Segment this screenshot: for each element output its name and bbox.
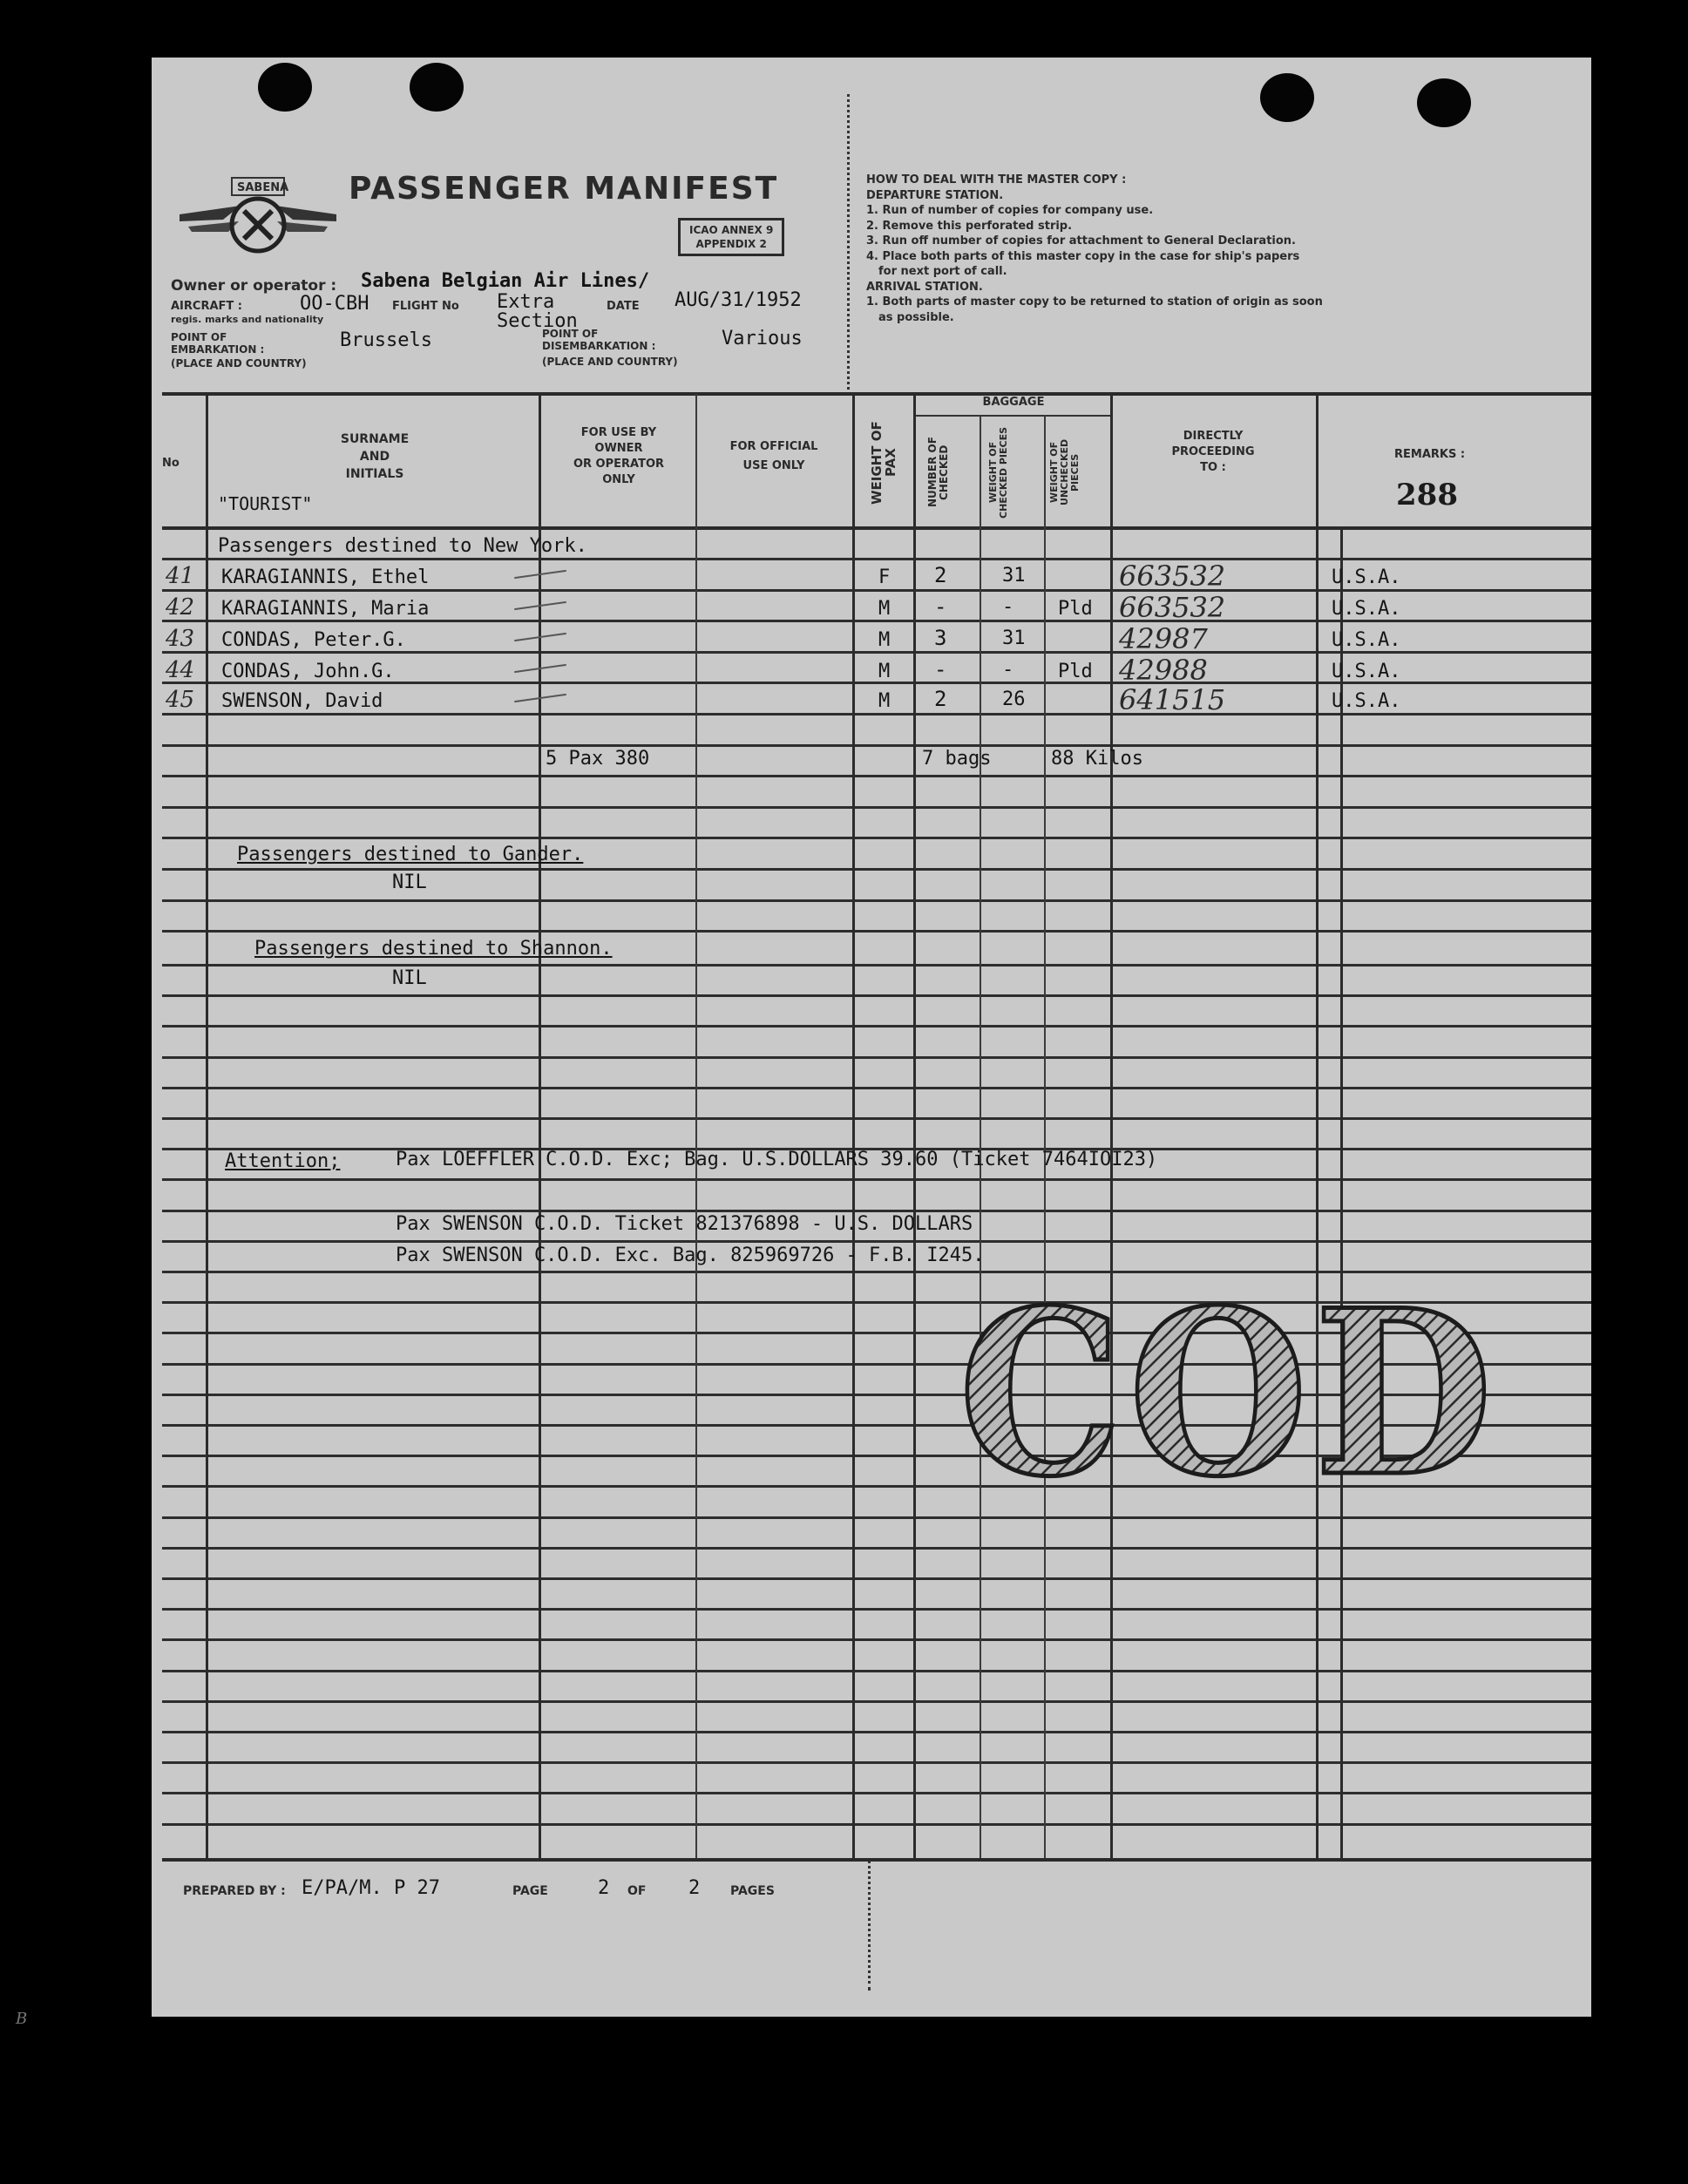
ruled-line — [162, 1731, 1591, 1733]
total-bags: 7 bags — [922, 748, 992, 770]
ruled-line — [162, 1670, 1591, 1672]
owner-value: Sabena Belgian Air Lines/ — [361, 270, 650, 292]
class-label: "TOURIST" — [218, 493, 313, 514]
bag-count: 2 — [934, 687, 947, 711]
ruled-line — [162, 1056, 1591, 1059]
passenger-sex: M — [878, 629, 891, 651]
perforation-line — [847, 94, 850, 395]
bag-unchecked: Pld — [1058, 598, 1093, 620]
instruction-line: as possible. — [878, 310, 954, 324]
corner-mark: B — [16, 2010, 28, 2028]
bag-weight: - — [1002, 659, 1014, 681]
ticket-number: 663532 — [1119, 560, 1226, 593]
flight-value: Extra Section — [497, 291, 578, 332]
instruction-line: 2. Remove this perforated strip. — [866, 219, 1073, 233]
punch-hole — [258, 63, 312, 112]
column-divider — [913, 394, 916, 1858]
footer-border — [162, 1858, 1591, 1862]
flight-label: FLIGHT No — [392, 300, 459, 313]
ruled-line — [162, 1577, 1591, 1580]
ruled-line — [162, 1761, 1591, 1764]
col-official-line: USE ONLY — [742, 459, 805, 472]
ruled-line — [162, 1608, 1591, 1611]
embark-sublabel: (PLACE AND COUNTRY) — [171, 357, 307, 370]
column-divider — [1340, 526, 1343, 1858]
shannon-nil: NIL — [392, 967, 427, 989]
prepared-value: E/PA/M. P 27 — [302, 1877, 440, 1899]
aircraft-label: AIRCRAFT : — [171, 300, 242, 313]
passenger-sex: M — [878, 661, 891, 682]
column-divider — [206, 394, 208, 1858]
section-shannon: Passengers destined to Shannon. — [254, 938, 613, 960]
bag-weight: - — [1002, 596, 1014, 618]
attention-line-1: Pax LOEFFLER C.O.D. Exc; Bag. U.S.DOLLARS 39.60 (Ticket 7464IOI23) — [396, 1149, 1158, 1170]
column-divider — [695, 394, 697, 1858]
ruled-line — [162, 744, 1591, 747]
disembark-sublabel: (PLACE AND COUNTRY) — [542, 356, 678, 368]
icao-box — [678, 218, 784, 256]
col-owner-line: FOR USE BY — [580, 426, 657, 439]
bag-weight: 26 — [1002, 688, 1026, 710]
owner-label: Owner or operator : — [171, 277, 337, 295]
ruled-line — [162, 1823, 1591, 1826]
destination: U.S.A. — [1332, 566, 1401, 588]
col-surname-line: SURNAME — [340, 432, 410, 446]
ruled-line — [162, 837, 1591, 839]
ticket-number: 641515 — [1119, 683, 1226, 716]
ruled-line — [162, 775, 1591, 777]
ticket-number: 663532 — [1119, 591, 1226, 624]
col-official-use — [697, 437, 851, 476]
ruled-line — [162, 1547, 1591, 1550]
bag-unchecked: Pld — [1058, 661, 1093, 682]
total-kilos: 88 Kilos — [1051, 748, 1143, 770]
col-directly — [1112, 429, 1314, 476]
destination: U.S.A. — [1332, 629, 1401, 651]
ticket-number: 42987 — [1119, 622, 1208, 655]
attention-line-3: Pax SWENSON C.O.D. Exc. Bag. 825969726 - F.B. I245. — [396, 1245, 985, 1266]
ruled-line — [162, 1025, 1591, 1028]
col-surname-line: AND — [359, 450, 390, 464]
ruled-line — [162, 589, 1591, 592]
column-divider — [539, 394, 541, 1858]
ruled-line — [162, 1117, 1591, 1120]
ruled-line — [162, 1087, 1591, 1089]
total-pax: 5 Pax 380 — [546, 748, 650, 770]
icao-line: APPENDIX 2 — [695, 238, 767, 250]
ruled-line — [162, 994, 1591, 997]
passenger-name: KARAGIANNIS, Ethel — [221, 566, 430, 588]
col-directly-line: TO : — [1200, 461, 1226, 474]
attention-label: Attention; — [225, 1150, 341, 1172]
col-directly-line: DIRECTLY — [1183, 430, 1244, 443]
bag-weight: 31 — [1002, 565, 1026, 587]
ruled-line — [162, 806, 1591, 809]
column-divider — [852, 394, 855, 1858]
instruction-line: DEPARTURE STATION. — [866, 188, 1004, 202]
date-label: DATE — [607, 300, 640, 313]
embark-label: POINT OF EMBARKATION : — [171, 331, 265, 356]
col-surname-line: INITIALS — [345, 467, 404, 481]
destination: U.S.A. — [1332, 598, 1401, 620]
col-owner-line: OR OPERATOR — [573, 458, 665, 471]
baggage-subdivider — [915, 415, 1112, 417]
cod-stamp — [959, 1290, 1508, 1490]
remarks-number: 288 — [1396, 478, 1458, 512]
pages-label: PAGES — [730, 1884, 775, 1898]
ruled-line — [162, 1516, 1591, 1519]
ruled-line — [162, 1240, 1591, 1243]
cod-stamp-text: COD — [959, 1290, 1499, 1490]
destination: U.S.A. — [1332, 690, 1401, 712]
col-no: No — [162, 457, 180, 470]
attention-line-2: Pax SWENSON C.O.D. Ticket 821376898 - U.S. DOLLARS — [396, 1213, 973, 1235]
disembark-label: POINT OF DISEMBARKATION : — [542, 328, 656, 352]
ruled-line — [162, 1178, 1591, 1181]
col-owner-line: OWNER — [594, 442, 643, 455]
header-bottom-border — [162, 526, 1591, 530]
passenger-name: CONDAS, Peter.G. — [221, 629, 406, 651]
ruled-line — [162, 930, 1591, 933]
col-surname — [209, 431, 540, 483]
column-divider — [1044, 415, 1046, 1858]
bag-count: 3 — [934, 626, 947, 650]
col-bag-unchecked-weight: WEIGHT OF UNCHECKED PIECES — [1048, 438, 1081, 506]
ruled-line — [162, 964, 1591, 967]
instruction-line: 3. Run off number of copies for attachment to General Declaration. — [866, 234, 1296, 248]
bag-count: - — [934, 594, 947, 619]
col-bag-checked-weight: WEIGHT OF CHECKED PIECES — [987, 426, 1009, 519]
ruled-line — [162, 713, 1591, 716]
aircraft-sublabel: regis. marks and nationality — [171, 314, 324, 325]
date-value: AUG/31/1952 — [675, 289, 802, 311]
section-newyork: Passengers destined to New York. — [218, 535, 587, 557]
col-baggage: BAGGAGE — [982, 396, 1045, 409]
embark-value: Brussels — [340, 329, 432, 351]
page-title: PASSENGER MANIFEST — [349, 171, 779, 207]
punch-hole — [1417, 78, 1471, 127]
bag-weight: 31 — [1002, 627, 1026, 649]
row-number: 42 — [166, 594, 195, 621]
passenger-sex: F — [878, 566, 891, 588]
icao-line: ICAO ANNEX 9 — [689, 224, 774, 236]
gander-nil: NIL — [392, 872, 427, 893]
ruled-line — [162, 1638, 1591, 1641]
page-label: PAGE — [512, 1884, 548, 1898]
col-owner-use — [542, 425, 695, 488]
logo-text: SABENA — [237, 181, 289, 194]
manifest-sheet — [152, 58, 1591, 2017]
passenger-name: KARAGIANNIS, Maria — [221, 598, 430, 620]
of-value: 2 — [688, 1877, 701, 1899]
instruction-line: 1. Run of number of copies for company use. — [866, 204, 1154, 217]
bag-count: - — [934, 657, 947, 682]
ruled-line — [162, 1271, 1591, 1273]
instruction-line: ARRIVAL STATION. — [866, 280, 983, 294]
ticket-number: 42988 — [1119, 654, 1208, 687]
row-number: 41 — [166, 563, 195, 589]
passenger-sex: M — [878, 690, 891, 712]
passenger-sex: M — [878, 598, 891, 620]
aircraft-value: OO-CBH — [300, 293, 369, 315]
col-owner-line: ONLY — [602, 473, 635, 486]
section-gander: Passengers destined to Gander. — [237, 844, 584, 865]
ruled-line — [162, 1792, 1591, 1794]
disembark-value: Various — [722, 328, 803, 349]
col-remarks: REMARKS : — [1394, 448, 1466, 461]
page-value: 2 — [598, 1877, 610, 1899]
row-number: 44 — [166, 657, 195, 683]
passenger-name: CONDAS, John.G. — [221, 661, 395, 682]
ruled-line — [162, 1210, 1591, 1212]
perforation-line — [868, 1860, 871, 1991]
bag-count: 2 — [934, 563, 947, 587]
destination: U.S.A. — [1332, 661, 1401, 682]
row-number: 43 — [166, 626, 195, 652]
ruled-line — [162, 868, 1591, 871]
col-bag-number: NUMBER OF CHECKED — [926, 437, 950, 508]
punch-hole — [1260, 73, 1314, 122]
column-divider — [1316, 394, 1319, 1858]
instruction-line: 1. Both parts of master copy to be returned to station of origin as soon — [866, 295, 1323, 309]
instruction-line: for next port of call. — [878, 265, 1007, 278]
ruled-line — [162, 558, 1591, 560]
row-number: 45 — [166, 687, 195, 713]
column-divider — [980, 415, 981, 1858]
instruction-line: HOW TO DEAL WITH THE MASTER COPY : — [866, 173, 1127, 187]
prepared-label: PREPARED BY : — [183, 1884, 286, 1898]
ruled-line — [162, 1700, 1591, 1703]
punch-hole — [410, 63, 464, 112]
col-official-line: FOR OFFICIAL — [729, 440, 818, 453]
instruction-line: 4. Place both parts of this master copy in the case for ship's papers — [866, 249, 1300, 263]
passenger-name: SWENSON, David — [221, 690, 383, 712]
col-directly-line: PROCEEDING — [1171, 445, 1255, 458]
column-divider — [1110, 394, 1113, 1858]
col-weight-pax: WEIGHT OF PAX — [869, 421, 898, 505]
of-label: OF — [627, 1884, 647, 1898]
instructions-block — [866, 173, 1323, 325]
ruled-line — [162, 620, 1591, 622]
table-top-border — [162, 392, 1591, 396]
ruled-line — [162, 651, 1591, 654]
ruled-line — [162, 899, 1591, 902]
